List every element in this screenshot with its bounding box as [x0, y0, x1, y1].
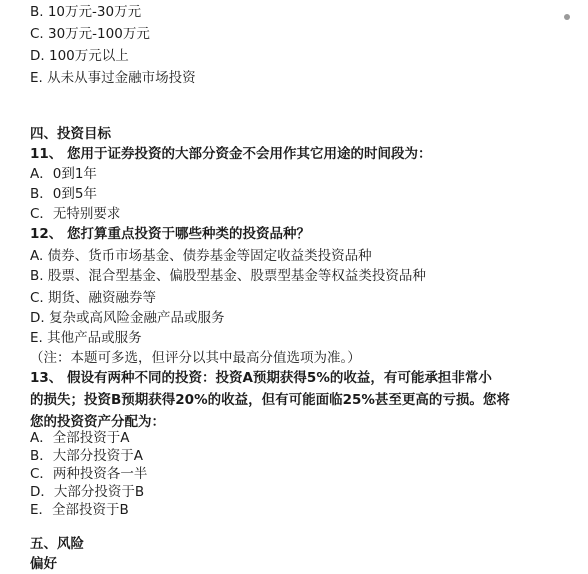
q13-option-a: A．全部投资于A	[30, 430, 130, 446]
q13-option-c: C．两种投资各一半	[30, 466, 148, 482]
section5-title: 五、风险偏好	[30, 536, 84, 572]
q12-question: 12、 您打算重点投资于哪些种类的投资品种？	[30, 226, 310, 242]
q13-option-d: D．大部分投资于B	[30, 484, 145, 500]
q13-option-e: E．全部投资于B	[30, 502, 129, 518]
q12-option-a: A. 债券、货币市场基金、债券基金等固定收益类投资品种	[30, 248, 372, 264]
q10-option-b: B. 10万元-30万元	[30, 4, 142, 20]
q11-option-b: B．0到5年	[30, 186, 97, 202]
q13-option-b: B．大部分投资于A	[30, 448, 143, 464]
section4-title: 四、投资目标	[30, 126, 111, 142]
q10-option-d: D. 100万元以上	[30, 48, 129, 64]
q10-option-c: C. 30万元-100万元	[30, 26, 150, 42]
q12-option-d: D. 复杂或高风险金融产品或服务	[30, 310, 225, 326]
q11-option-a: A．0到1年	[30, 166, 97, 182]
q12-option-e: E. 其他产品或服务	[30, 330, 142, 346]
q13-question-line-3: 您的投资资产分配为：	[30, 414, 165, 430]
q12-option-c: C. 期货、融资融券等	[30, 290, 157, 306]
q12-note: （注：本题可多选，但评分以其中最高分值选项为准。）	[30, 350, 361, 366]
q13-question-line-1: 13、 假设有两种不同的投资：投资A预期获得5%的收益，有可能承担非常小	[30, 370, 492, 386]
q12-option-b: B. 股票、混合型基金、偏股型基金、股票型基金等权益类投资品种	[30, 268, 426, 284]
corner-dot	[564, 14, 570, 20]
q11-question: 11、 您用于证券投资的大部分资金不会用作其它用途的时间段为：	[30, 146, 432, 162]
q13-question-line-2: 的损失；投资B预期获得20%的收益，但有可能面临25%甚至更高的亏损。您将	[30, 392, 510, 408]
q10-option-e: E. 从未从事过金融市场投资	[30, 70, 196, 86]
q11-option-c: C．无特别要求	[30, 206, 121, 222]
section5-title-cut	[30, 534, 90, 572]
